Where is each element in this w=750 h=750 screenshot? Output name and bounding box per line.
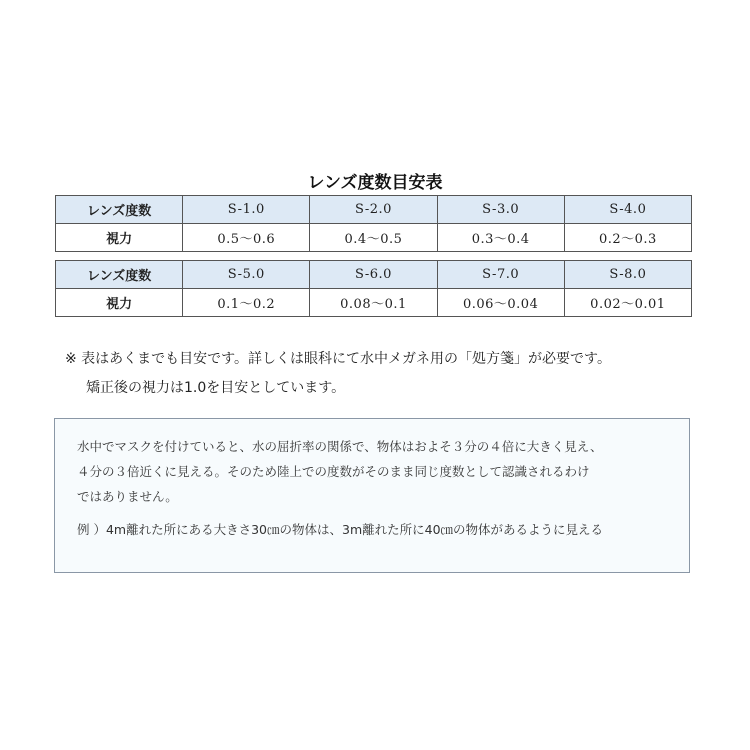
vision-cell: 0.1〜0.2 bbox=[183, 289, 310, 317]
power-cell: S-5.0 bbox=[183, 261, 310, 289]
page-title: レンズ度数目安表 bbox=[307, 173, 443, 193]
info-line: ではありません。 bbox=[77, 489, 178, 504]
info-line: ４分の３倍近くに見える。そのため陸上での度数がそのまま同じ度数として認識されるわけ bbox=[77, 464, 590, 479]
lens-power-table-1 bbox=[55, 195, 692, 252]
row-label-cell: 視力 bbox=[56, 289, 183, 317]
table-row bbox=[56, 224, 692, 252]
table-row bbox=[56, 289, 692, 317]
vision-cell: 0.06〜0.04 bbox=[437, 289, 564, 317]
vision-cell: 0.5〜0.6 bbox=[183, 224, 310, 252]
power-cell: S-1.0 bbox=[183, 196, 310, 224]
power-cell: S-2.0 bbox=[310, 196, 437, 224]
note-line: 矯正後の視力は1.0を目安としています。 bbox=[86, 380, 346, 396]
info-line: 水中でマスクを付けていると、水の屈折率の関係で、物体はおよそ３分の４倍に大きく見え、 bbox=[77, 439, 603, 454]
power-cell: S-3.0 bbox=[437, 196, 564, 224]
row-label-cell: 視力 bbox=[56, 224, 183, 252]
notes bbox=[65, 345, 705, 403]
vision-cell: 0.3〜0.4 bbox=[437, 224, 564, 252]
table-row bbox=[56, 196, 692, 224]
lens-power-table-2 bbox=[55, 260, 692, 317]
vision-cell: 0.2〜0.3 bbox=[564, 224, 691, 252]
note-line: ※ 表はあくまでも目安です。詳しくは眼科にて水中メガネ用の「処方箋」が必要です。 bbox=[65, 351, 611, 367]
vision-cell: 0.4〜0.5 bbox=[310, 224, 437, 252]
vision-cell: 0.08〜0.1 bbox=[310, 289, 437, 317]
vision-cell: 0.02〜0.01 bbox=[564, 289, 691, 317]
header-label-cell: レンズ度数 bbox=[56, 196, 183, 224]
power-cell: S-7.0 bbox=[437, 261, 564, 289]
power-cell: S-4.0 bbox=[564, 196, 691, 224]
power-cell: S-6.0 bbox=[310, 261, 437, 289]
power-cell: S-8.0 bbox=[564, 261, 691, 289]
info-box bbox=[54, 418, 690, 573]
table-row bbox=[56, 261, 692, 289]
example-line: 例 ）4m離れた所にある大きさ30㎝の物体は、3m離れた所に40㎝の物体があるように見える bbox=[77, 522, 604, 537]
header-label-cell: レンズ度数 bbox=[56, 261, 183, 289]
